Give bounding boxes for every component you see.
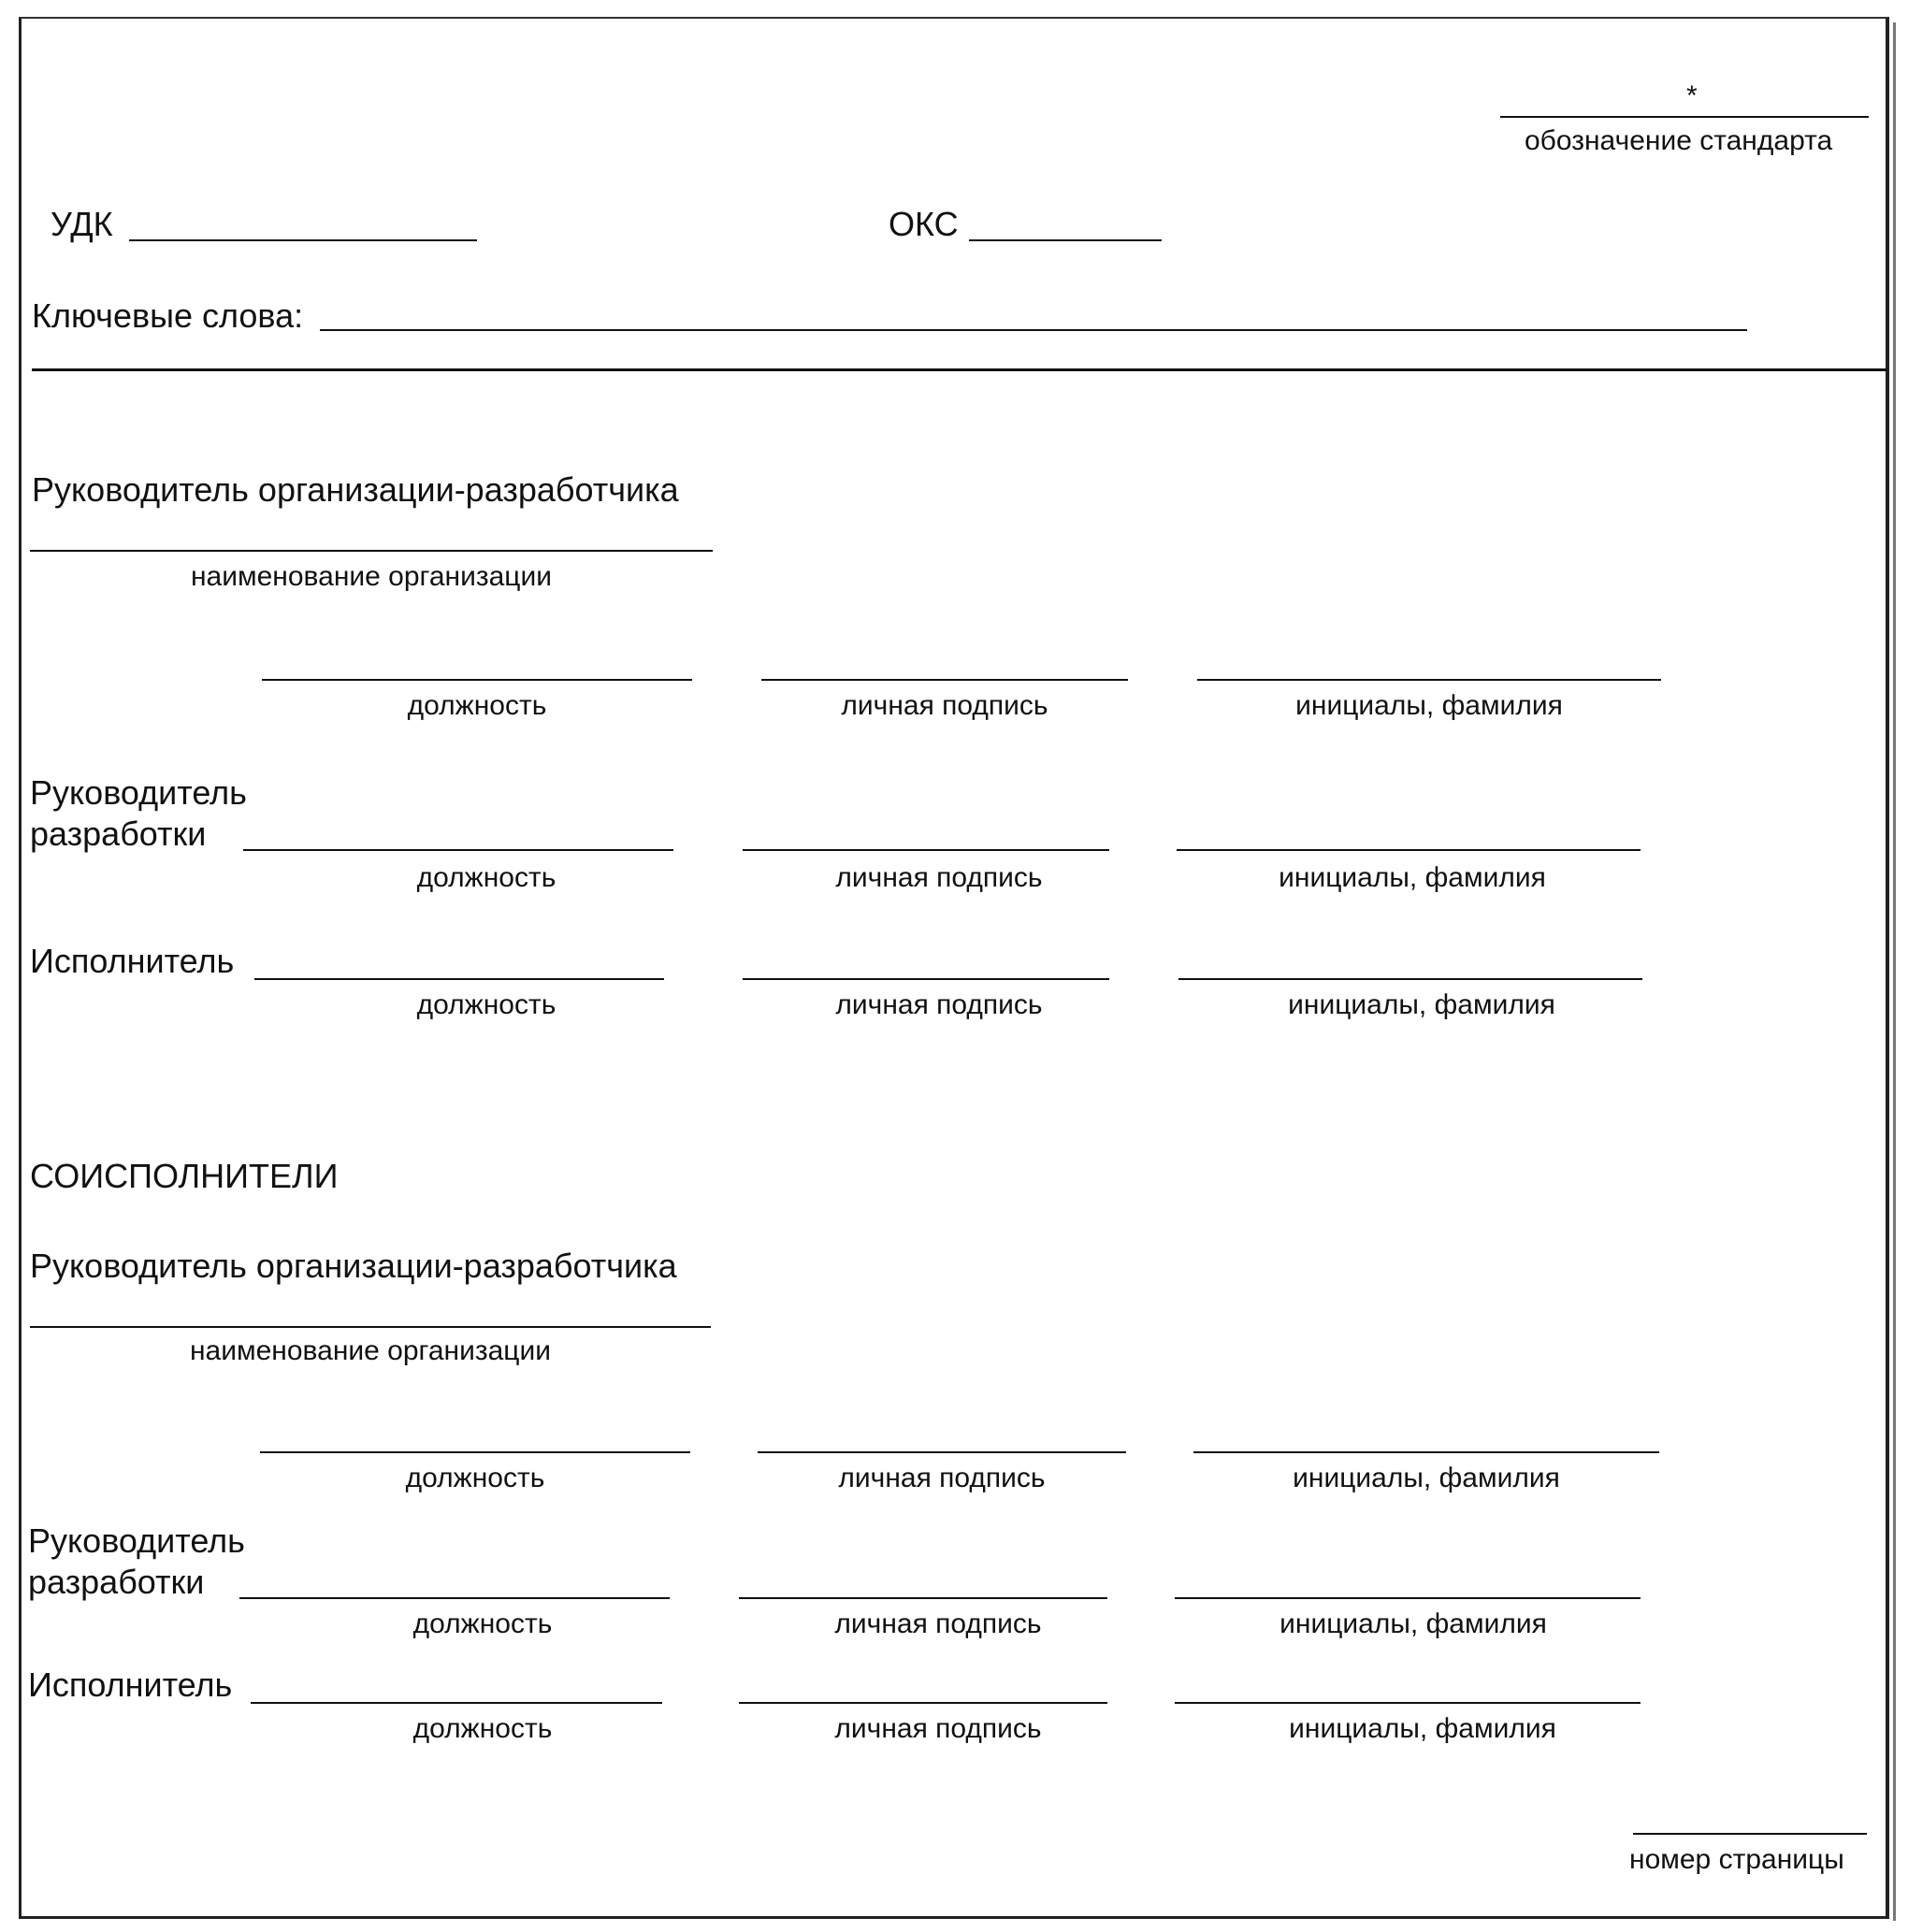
- standard-designation-caption: обозначение стандарта: [1525, 125, 1833, 156]
- executor-position-line: [254, 978, 664, 980]
- frame-shadow: [1893, 22, 1896, 1921]
- co-org-head-name-line: [1193, 1451, 1659, 1453]
- dev-head-signature-caption: личная подпись: [835, 862, 1043, 893]
- co-executor-label: Исполнитель: [28, 1665, 233, 1704]
- coexecutors-heading: СОИСПОЛНИТЕЛИ: [30, 1157, 339, 1195]
- asterisk-mark: *: [1686, 80, 1698, 111]
- executor-signature-line: [743, 978, 1109, 980]
- dev-head-position-line: [243, 849, 673, 851]
- co-executor-position-caption: должность: [412, 1713, 553, 1744]
- executor-name-line: [1178, 978, 1642, 980]
- org-head-name-caption: инициалы, фамилия: [1295, 690, 1563, 721]
- keywords-label: Ключевые слова:: [32, 296, 304, 335]
- co-executor-name-line: [1175, 1702, 1641, 1704]
- org-head-title: Руководитель организации-разработчика: [32, 470, 679, 509]
- udk-label: УДК: [51, 205, 113, 243]
- org-head-signature-caption: личная подпись: [841, 690, 1048, 721]
- executor-position-caption: должность: [416, 989, 556, 1020]
- co-dev-head-position-line: [239, 1597, 670, 1599]
- org-head-position-line: [262, 679, 692, 681]
- org-name-line: [30, 550, 713, 552]
- co-executor-position-line: [251, 1702, 662, 1704]
- oks-field-line: [969, 239, 1162, 241]
- dev-head-signature-line: [743, 849, 1109, 851]
- executor-signature-caption: личная подпись: [835, 989, 1043, 1020]
- co-executor-signature-caption: личная подпись: [834, 1713, 1042, 1744]
- org-head-position-caption: должность: [407, 690, 547, 721]
- co-dev-head-name-caption: инициалы, фамилия: [1279, 1608, 1547, 1639]
- udk-field-line: [129, 239, 477, 241]
- dev-head-label-line1: Руководитель: [30, 773, 247, 812]
- keywords-field-line: [320, 329, 1747, 331]
- co-dev-head-signature-line: [739, 1597, 1107, 1599]
- dev-head-label-line2: разработки: [30, 815, 207, 853]
- executor-name-caption: инициалы, фамилия: [1288, 989, 1555, 1020]
- executor-label: Исполнитель: [30, 942, 235, 980]
- dev-head-position-caption: должность: [416, 862, 556, 893]
- co-dev-head-signature-caption: личная подпись: [834, 1608, 1042, 1639]
- org-head-signature-line: [761, 679, 1128, 681]
- dev-head-name-caption: инициалы, фамилия: [1279, 862, 1546, 893]
- co-executor-name-caption: инициалы, фамилия: [1289, 1713, 1556, 1744]
- co-org-head-position-line: [260, 1451, 690, 1453]
- dev-head-name-line: [1177, 849, 1641, 851]
- co-dev-head-position-caption: должность: [412, 1608, 553, 1639]
- co-org-head-title: Руководитель организации-разработчика: [30, 1247, 677, 1285]
- page-number-caption: номер страницы: [1629, 1844, 1844, 1875]
- header-divider: [32, 368, 1887, 371]
- org-head-name-line: [1197, 679, 1661, 681]
- co-org-name-line: [30, 1326, 711, 1328]
- co-executor-signature-line: [739, 1702, 1107, 1704]
- co-org-head-signature-caption: личная подпись: [838, 1463, 1046, 1493]
- co-org-name-caption: наименование организации: [189, 1335, 551, 1366]
- co-org-head-signature-line: [758, 1451, 1126, 1453]
- standard-designation-line: [1500, 116, 1869, 118]
- co-dev-head-label-line1: Руководитель: [28, 1521, 245, 1560]
- oks-label: ОКС: [889, 205, 959, 243]
- co-dev-head-name-line: [1175, 1597, 1641, 1599]
- co-org-head-position-caption: должность: [405, 1463, 545, 1493]
- page-number-line: [1633, 1833, 1867, 1835]
- co-org-head-name-caption: инициалы, фамилия: [1293, 1463, 1560, 1493]
- co-dev-head-label-line2: разработки: [28, 1563, 205, 1601]
- org-name-caption: наименование организации: [190, 561, 552, 592]
